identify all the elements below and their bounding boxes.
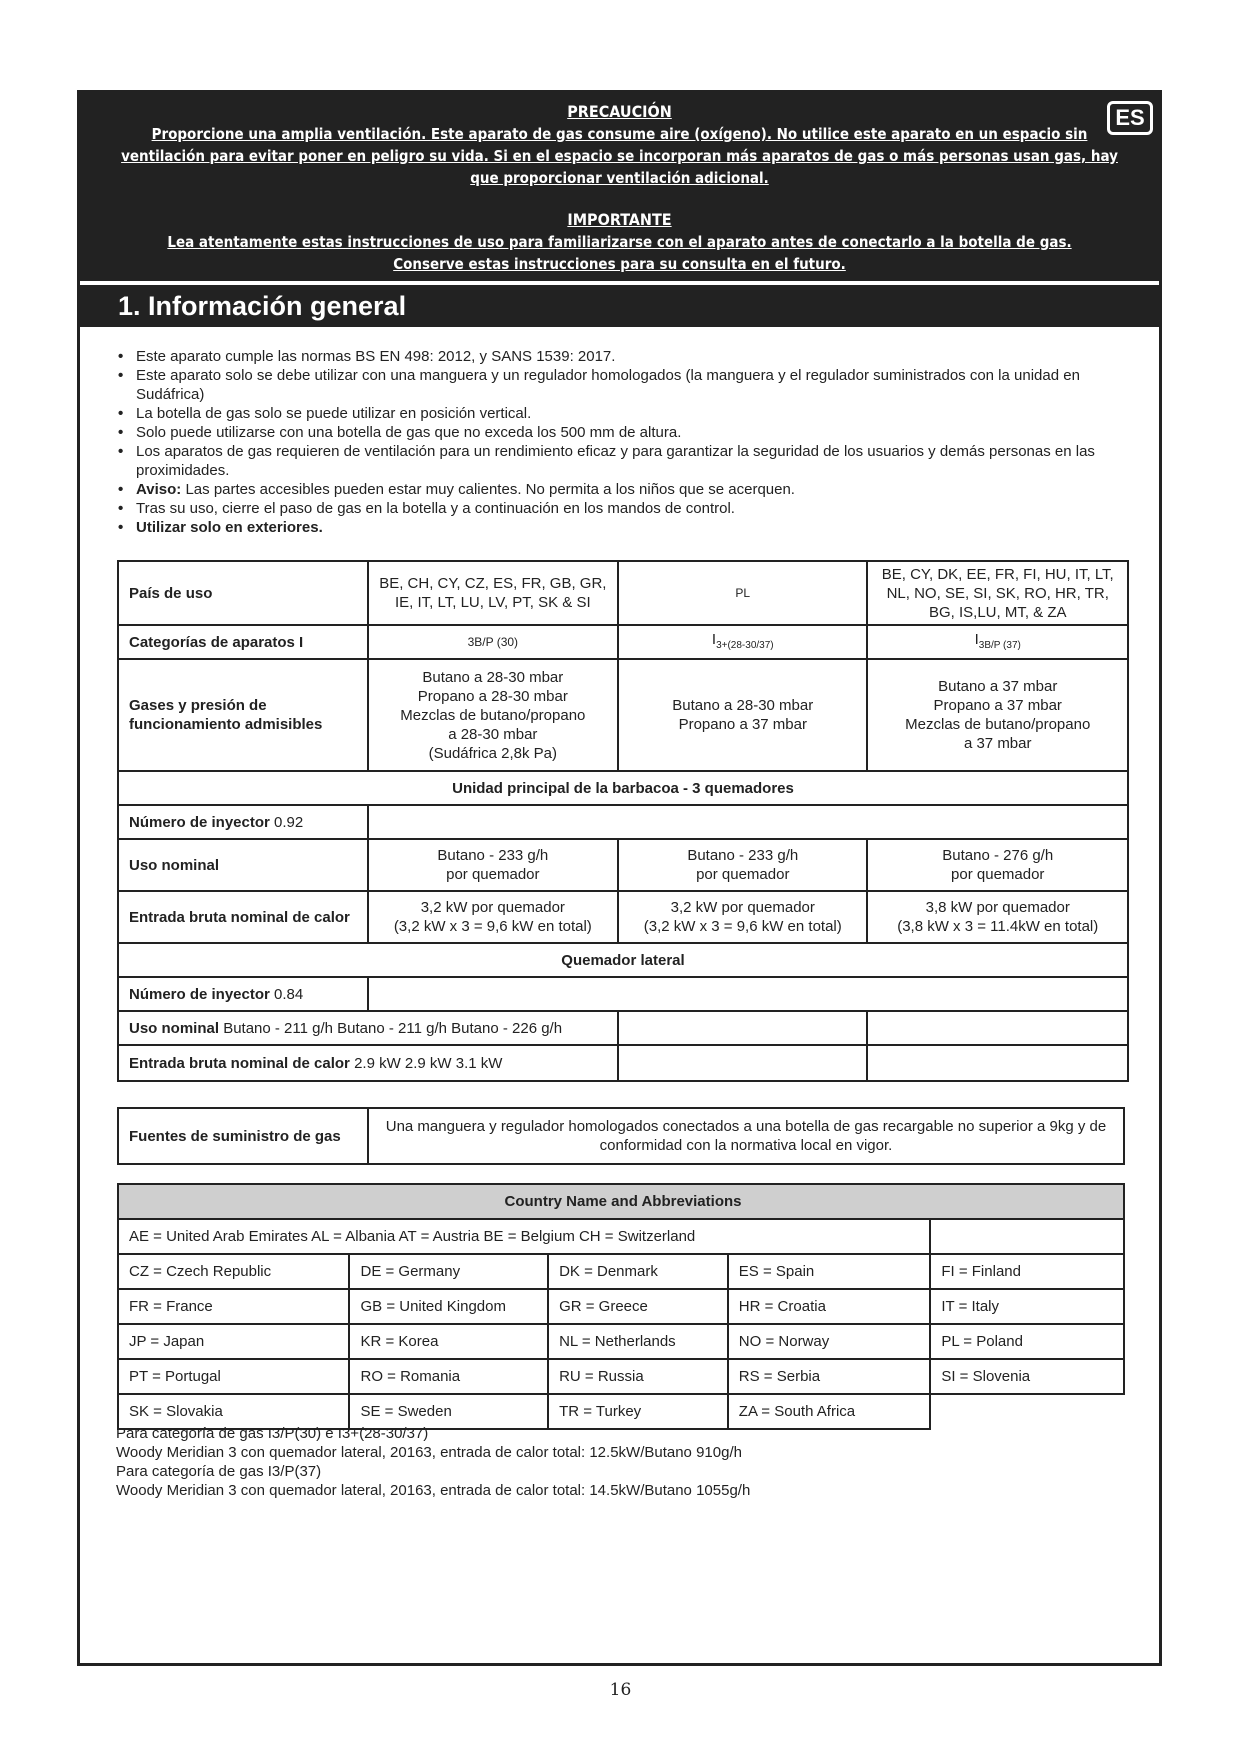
table-cell: PT = Portugal: [118, 1359, 349, 1394]
table-row: [118, 1324, 1124, 1359]
list-item: • Tras su uso, cierre el paso de gas en la botella y a continuación en los mandos de control.: [118, 499, 1128, 518]
side-nominal: Uso nominal Butano - 211 g/h Butano - 211 g/h Butano - 226 g/h: [118, 1011, 618, 1045]
heat-input-label: Entrada bruta nominal de calor: [118, 891, 368, 943]
table-cell: 3,8 kW por quemador (3,8 kW x 3 = 11.4kW en total): [867, 891, 1128, 943]
table-cell: [368, 805, 1128, 839]
table-cell: ES = Spain: [728, 1254, 931, 1289]
table-cell: ZA = South Africa: [728, 1394, 931, 1429]
language-badge: ES: [1107, 101, 1153, 135]
table-cell: RU = Russia: [548, 1359, 728, 1394]
warning-header: [80, 93, 1159, 281]
table-cell: DE = Germany: [349, 1254, 548, 1289]
table-cell: HR = Croatia: [728, 1289, 931, 1324]
gas-label: Gases y presión de funcionamiento admisibles: [118, 659, 368, 771]
table-cell: [867, 1011, 1128, 1045]
table-cell: Butano - 233 g/h por quemador: [368, 839, 619, 891]
country-label: País de uso: [118, 561, 368, 625]
caution-text: Proporcione una amplia ventilación. Este aparato de gas consume aire (oxígeno). No utilice este aparato en un espacio sin ventilación para evitar poner en peligro su vida. Si en el espacio se incorporan más aparatos de gas o más personas usan gas, hay que proporcionar ventilación adicional.: [121, 125, 1118, 187]
note-line: Para categoría de gas I3/P(30) e I3+(28-30/37): [116, 1425, 429, 1442]
important-text-1: Lea atentamente estas instrucciones de uso para familiarizarse con el aparato antes de conectarlo a la botella de gas.: [167, 233, 1072, 251]
list-item: • La botella de gas solo se puede utilizar en posición vertical.: [118, 404, 1128, 423]
table-row: [118, 839, 1128, 891]
table-cell: RS = Serbia: [728, 1359, 931, 1394]
table-cell: PL: [618, 561, 867, 625]
table-header-row: [118, 1184, 1124, 1219]
supply-label: Fuentes de suministro de gas: [118, 1108, 368, 1164]
table-row: [118, 561, 1128, 625]
caution-title: PRECAUCIÓN: [567, 102, 672, 121]
country-table: [117, 1183, 1125, 1430]
nominal-use-label: Uso nominal: [118, 839, 368, 891]
table-cell: Butano a 28-30 mbar Propano a 28-30 mbar Mezclas de butano/propano a 28-30 mbar (Sudáfrica 2,8k Pa): [368, 659, 619, 771]
table-cell: JP = Japan: [118, 1324, 349, 1359]
category-label: Categorías de aparatos I: [118, 625, 368, 659]
table-row: [118, 625, 1128, 659]
table-cell: SI = Slovenia: [930, 1359, 1124, 1394]
table-cell: FR = France: [118, 1289, 349, 1324]
table-cell: [930, 1219, 1124, 1254]
supply-value: Una manguera y regulador homologados conectados a una botella de gas recargable no superior a 9kg y de conformidad con la normativa local en vigor.: [368, 1108, 1124, 1164]
table-cell: GB = United Kingdom: [349, 1289, 548, 1324]
table-row: [118, 943, 1128, 977]
table-row: [118, 1219, 1124, 1254]
table-row: [118, 771, 1128, 805]
page-number: 16: [609, 1680, 632, 1700]
table-cell: SE = Sweden: [349, 1394, 548, 1429]
list-item: • Este aparato cumple las normas BS EN 498: 2012, y SANS 1539: 2017.: [118, 347, 1128, 366]
table-cell: NL = Netherlands: [548, 1324, 728, 1359]
table-cell: BE, CH, CY, CZ, ES, FR, GB, GR, IE, IT, LT, LU, LV, PT, SK & SI: [368, 561, 619, 625]
table-cell: 3,2 kW por quemador (3,2 kW x 3 = 9,6 kW en total): [618, 891, 867, 943]
note-line: Para categoría de gas I3/P(37): [116, 1463, 322, 1480]
table-cell: KR = Korea: [349, 1324, 548, 1359]
injector-side: Número de inyector 0.84: [118, 977, 368, 1011]
table-cell: [618, 1045, 867, 1081]
table-row: [118, 1289, 1124, 1324]
table-cell: PL = Poland: [930, 1324, 1124, 1359]
table-cell: GR = Greece: [548, 1289, 728, 1324]
table-row: [118, 1045, 1128, 1081]
table-cell: Butano a 37 mbar Propano a 37 mbar Mezclas de butano/propano a 37 mbar: [867, 659, 1128, 771]
table-cell: [368, 977, 1128, 1011]
injector-main: Número de inyector 0.92: [118, 805, 368, 839]
list-item: • Utilizar solo en exteriores.: [118, 518, 1128, 537]
table-cell: FI = Finland: [930, 1254, 1124, 1289]
table-cell: SK = Slovakia: [118, 1394, 349, 1429]
table-row: [118, 659, 1128, 771]
table-cell: Butano - 233 g/h por quemador: [618, 839, 867, 891]
table-row: [118, 1254, 1124, 1289]
table-cell: TR = Turkey: [548, 1394, 728, 1429]
general-info-list: [118, 347, 1128, 537]
section-title: 1. Información general: [80, 285, 1159, 327]
table-row: [118, 1011, 1128, 1045]
list-item: • Solo puede utilizarse con una botella de gas que no exceda los 500 mm de altura.: [118, 423, 1128, 442]
note-line: Woody Meridian 3 con quemador lateral, 20163, entrada de calor total: 14.5kW/Butano 1055g/h: [116, 1482, 751, 1499]
table-cell: $I_{3B/P (37)}$: [867, 625, 1128, 659]
spec-table: [117, 560, 1129, 1082]
table-row: [118, 1108, 1124, 1164]
table-cell: 3B/P (30): [368, 625, 619, 659]
list-item: • Los aparatos de gas requieren de ventilación para un rendimiento eficaz y para garantizar la seguridad de los usuarios y demás personas en las proximidades.: [118, 442, 1128, 480]
country-table-title: Country Name and Abbreviations: [118, 1184, 1124, 1219]
table-cell: RO = Romania: [349, 1359, 548, 1394]
table-cell: BE, CY, DK, EE, FR, FI, HU, IT, LT, NL, NO, SE, SI, SK, RO, HR, TR, BG, IS,LU, MT, & ZA: [867, 561, 1128, 625]
side-heat: Entrada bruta nominal de calor 2.9 kW 2.9 kW 3.1 kW: [118, 1045, 618, 1081]
table-cell: IT = Italy: [930, 1289, 1124, 1324]
table-cell: [930, 1394, 1124, 1429]
table-cell: $I_{3+(28-30/37)}$: [618, 625, 867, 659]
table-cell: [867, 1045, 1128, 1081]
table-cell: Butano a 28-30 mbar Propano a 37 mbar: [618, 659, 867, 771]
table-cell: AE = United Arab Emirates AL = Albania AT = Austria BE = Belgium CH = Switzerland: [118, 1219, 930, 1254]
table-cell: DK = Denmark: [548, 1254, 728, 1289]
table-cell: CZ = Czech Republic: [118, 1254, 349, 1289]
supply-table: [117, 1107, 1125, 1165]
table-cell: 3,2 kW por quemador (3,2 kW x 3 = 9,6 kW en total): [368, 891, 619, 943]
table-row: [118, 1359, 1124, 1394]
side-burner-title: Quemador lateral: [118, 943, 1128, 977]
table-cell: [618, 1011, 867, 1045]
table-row: [118, 891, 1128, 943]
footer-notes: [116, 1424, 750, 1500]
table-row: [118, 977, 1128, 1011]
important-title: IMPORTANTE: [567, 210, 672, 229]
main-unit-title: Unidad principal de la barbacoa - 3 quemadores: [118, 771, 1128, 805]
important-text-2: Conserve estas instrucciones para su consulta en el futuro.: [393, 255, 846, 273]
list-item: • Aviso: Las partes accesibles pueden estar muy calientes. No permita a los niños que se acerquen.: [118, 480, 1128, 499]
table-cell: NO = Norway: [728, 1324, 931, 1359]
table-row: [118, 805, 1128, 839]
note-line: Woody Meridian 3 con quemador lateral, 20163, entrada de calor total: 12.5kW/Butano 910g/h: [116, 1444, 742, 1461]
list-item: • Este aparato solo se debe utilizar con una manguera y un regulador homologados (la manguera y el regulador suministrados con la unidad en Sudáfrica): [118, 366, 1128, 404]
table-cell: Butano - 276 g/h por quemador: [867, 839, 1128, 891]
